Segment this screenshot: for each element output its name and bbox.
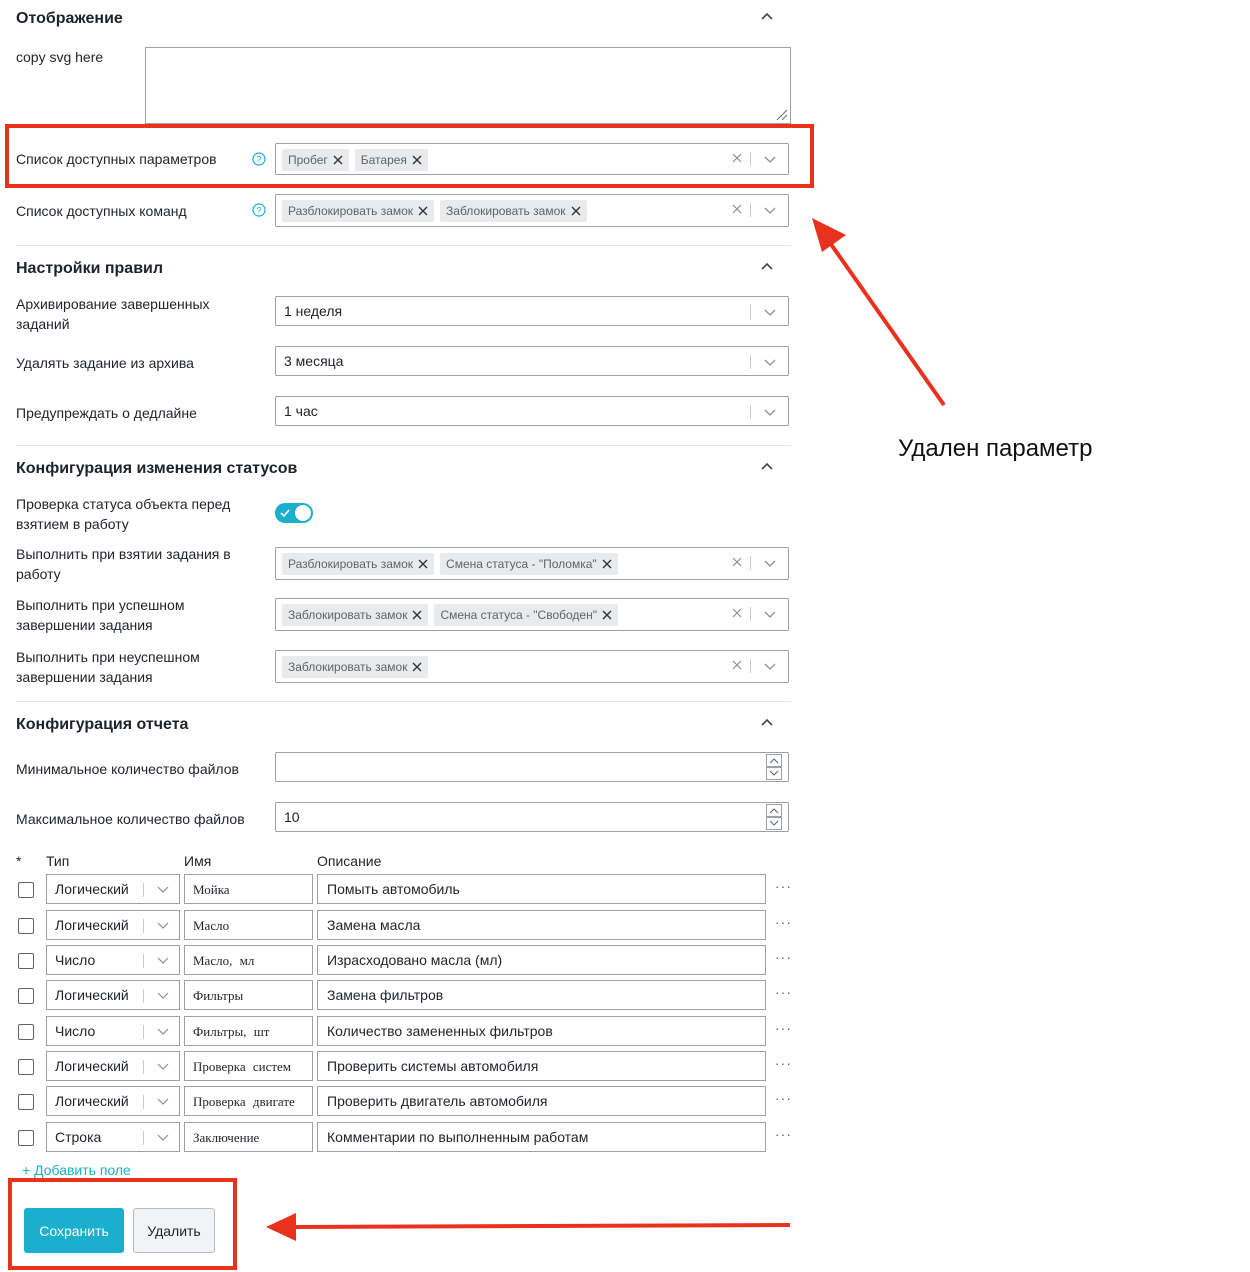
status-check-toggle[interactable] [275, 503, 313, 523]
name-value: Фильтры, шт [193, 1024, 270, 1039]
resize-handle-icon[interactable] [774, 107, 788, 121]
column-header-required: * [16, 853, 22, 869]
annotation-arrow-up [828, 240, 944, 405]
max-files-value: 10 [284, 809, 300, 825]
remove-tag-icon[interactable] [602, 559, 612, 569]
on-take-multiselect[interactable] [275, 547, 789, 580]
description-value: Помыть автомобиль [327, 881, 460, 897]
remove-tag-icon[interactable] [418, 559, 428, 569]
name-value: Заключение [193, 1130, 260, 1145]
chevron-up-icon[interactable] [760, 10, 774, 24]
divider [16, 245, 791, 246]
chevron-down-icon[interactable] [157, 883, 169, 895]
name-input[interactable] [184, 910, 313, 940]
tag-command-lock [440, 200, 586, 222]
name-value: Проверка систем [193, 1059, 292, 1074]
archive-label: Архивирование завершенных заданий [16, 296, 210, 332]
name-value: Проверка двигате [193, 1094, 295, 1109]
description-input[interactable] [317, 945, 766, 975]
on-success-multiselect[interactable] [275, 598, 789, 631]
tag-label: Смена статуса - "Поломка" [446, 557, 597, 571]
name-input[interactable] [184, 1122, 313, 1152]
name-input[interactable] [184, 1086, 313, 1116]
divider [16, 445, 791, 446]
chevron-down-icon[interactable] [157, 919, 169, 931]
chevron-down-icon[interactable] [157, 1025, 169, 1037]
remove-tag-icon[interactable] [412, 610, 422, 620]
more-options-icon[interactable]: ··· [775, 1055, 792, 1071]
divider [16, 701, 791, 702]
description-value: Израсходовано масла (мл) [327, 952, 503, 968]
required-checkbox[interactable] [18, 1130, 34, 1146]
number-stepper-icon[interactable] [766, 804, 782, 830]
type-value: Число [55, 1023, 96, 1039]
section-title-display: Отображение [16, 10, 123, 27]
deadline-warning-value: 1 час [284, 403, 318, 419]
chevron-down-icon[interactable] [763, 405, 777, 419]
max-files-input[interactable] [275, 802, 789, 832]
chevron-down-icon[interactable] [763, 355, 777, 369]
chevron-down-icon[interactable] [763, 203, 777, 217]
arrowhead-icon [812, 218, 846, 252]
chevron-down-icon[interactable] [763, 556, 777, 570]
clear-icon[interactable] [731, 659, 743, 671]
deadline-warning-label: Предупреждать о дедлайне [16, 405, 197, 421]
description-input[interactable] [317, 874, 766, 904]
svg-text:?: ? [256, 154, 262, 165]
delete-archive-label: Удалять задание из архива [16, 355, 194, 371]
check-icon [280, 508, 290, 518]
description-input[interactable] [317, 910, 766, 940]
name-value: Мойка [193, 882, 230, 897]
description-input[interactable] [317, 1086, 766, 1116]
clear-icon[interactable] [731, 556, 743, 568]
required-checkbox[interactable] [18, 1024, 34, 1040]
remove-tag-icon[interactable] [602, 610, 612, 620]
type-value: Логический [55, 987, 129, 1003]
delete-button[interactable]: Удалить [133, 1208, 215, 1253]
tag-action [440, 553, 618, 575]
name-value: Масло, мл [193, 953, 255, 968]
on-fail-label: Выполнить при неуспешном завершении задания [16, 649, 200, 685]
type-value: Логический [55, 917, 129, 933]
type-select[interactable] [46, 945, 180, 975]
tag-label: Разблокировать замок [288, 204, 414, 218]
commands-label: Список доступных команд [16, 203, 187, 219]
chevron-down-icon[interactable] [157, 989, 169, 1001]
section-title-rules: Настройки правил [16, 260, 164, 277]
on-success-label: Выполнить при успешном завершении задания [16, 597, 185, 633]
params-label: Список доступных параметров [16, 151, 217, 167]
name-input[interactable] [184, 945, 313, 975]
more-options-icon[interactable]: ··· [775, 984, 792, 1000]
required-checkbox[interactable] [18, 1059, 34, 1075]
type-select[interactable] [46, 874, 180, 904]
column-header-description: Описание [317, 853, 382, 869]
column-header-type: Тип [46, 853, 70, 869]
description-input[interactable] [317, 980, 766, 1010]
required-checkbox[interactable] [18, 918, 34, 934]
section-title-statuses: Конфигурация изменения статусов [16, 460, 298, 477]
add-field-link[interactable]: + Добавить поле [22, 1162, 131, 1178]
remove-tag-icon[interactable] [412, 662, 422, 672]
tag-label: Пробег [288, 153, 328, 167]
name-value: Фильтры [193, 988, 244, 1003]
tag-label: Заблокировать замок [446, 204, 566, 218]
chevron-up-icon[interactable] [760, 716, 774, 730]
type-select[interactable] [46, 1016, 180, 1046]
remove-tag-icon[interactable] [571, 206, 581, 216]
commands-multiselect[interactable] [275, 194, 789, 227]
name-value: Масло [193, 918, 230, 933]
type-select[interactable] [46, 1051, 180, 1081]
chevron-down-icon[interactable] [157, 954, 169, 966]
column-header-name: Имя [184, 853, 212, 869]
deadline-warning-select[interactable] [275, 396, 789, 426]
chevron-down-icon[interactable] [763, 305, 777, 319]
chevron-down-icon[interactable] [157, 1131, 169, 1143]
description-input[interactable] [317, 1122, 766, 1152]
svg-label: copy svg here [16, 49, 104, 65]
archive-select[interactable] [275, 296, 789, 326]
tag-label: Батарея [360, 153, 407, 167]
tag-action [434, 604, 618, 626]
type-select[interactable] [46, 1086, 180, 1116]
tag-label: Заблокировать замок [288, 608, 408, 622]
type-value: Логический [55, 1093, 129, 1109]
type-value: Число [55, 952, 96, 968]
on-fail-multiselect[interactable] [275, 650, 789, 683]
type-value: Строка [55, 1129, 102, 1145]
name-input[interactable] [184, 1051, 313, 1081]
status-check-label: Проверка статуса объекта перед взятием в работу [16, 496, 231, 532]
clear-icon[interactable] [731, 203, 743, 215]
name-input[interactable] [184, 874, 313, 904]
section-title-report: Конфигурация отчета [16, 716, 189, 733]
description-value: Проверить системы автомобиля [327, 1058, 539, 1074]
chevron-down-icon[interactable] [157, 1060, 169, 1072]
more-options-icon[interactable]: ··· [775, 878, 792, 894]
type-select[interactable] [46, 1122, 180, 1152]
description-value: Комментарии по выполненным работам [327, 1129, 589, 1145]
description-value: Замена масла [327, 917, 421, 933]
required-checkbox[interactable] [18, 882, 34, 898]
annotation-arrow-left [295, 1225, 790, 1227]
tag-action [282, 656, 428, 678]
type-select[interactable] [46, 980, 180, 1010]
description-input[interactable] [317, 1051, 766, 1081]
annotation-highlight-box [5, 124, 814, 188]
delete-archive-value: 3 месяца [284, 353, 344, 369]
tag-command-unlock [282, 200, 434, 222]
type-value: Логический [55, 1058, 129, 1074]
required-checkbox[interactable] [18, 1094, 34, 1110]
more-options-icon[interactable]: ··· [775, 1020, 792, 1036]
svg-text:?: ? [256, 205, 262, 216]
description-value: Количество замененных фильтров [327, 1023, 553, 1039]
min-files-input[interactable] [275, 752, 789, 782]
help-icon[interactable] [252, 203, 266, 217]
required-checkbox[interactable] [18, 988, 34, 1004]
description-value: Замена фильтров [327, 987, 444, 1003]
chevron-up-icon[interactable] [760, 260, 774, 274]
on-take-label: Выполнить при взятии задания в работу [16, 546, 231, 582]
tag-label: Смена статуса - "Свободен" [440, 608, 597, 622]
more-options-icon[interactable]: ··· [775, 1126, 792, 1142]
annotation-text: Удален параметр [898, 435, 1093, 462]
svg-textarea[interactable] [145, 47, 791, 124]
delete-archive-select[interactable] [275, 346, 789, 376]
max-files-label: Максимальное количество файлов [16, 811, 245, 827]
name-input[interactable] [184, 980, 313, 1010]
remove-tag-icon[interactable] [418, 206, 428, 216]
archive-value: 1 неделя [284, 303, 343, 319]
description-input[interactable] [317, 1016, 766, 1046]
clear-icon[interactable] [731, 607, 743, 619]
tag-action [282, 604, 428, 626]
chevron-down-icon[interactable] [763, 607, 777, 621]
arrowhead-icon [266, 1213, 296, 1241]
number-stepper-icon[interactable] [766, 754, 782, 780]
chevron-up-icon[interactable] [760, 460, 774, 474]
chevron-down-icon[interactable] [763, 659, 777, 673]
required-checkbox[interactable] [18, 953, 34, 969]
tag-label: Заблокировать замок [288, 660, 408, 674]
more-options-icon[interactable]: ··· [775, 949, 792, 965]
min-files-label: Минимальное количество файлов [16, 761, 239, 777]
save-button[interactable]: Сохранить [24, 1208, 124, 1253]
more-options-icon[interactable]: ··· [775, 1090, 792, 1106]
tag-label: Разблокировать замок [288, 557, 414, 571]
name-input[interactable] [184, 1016, 313, 1046]
chevron-down-icon[interactable] [157, 1095, 169, 1107]
type-select[interactable] [46, 910, 180, 940]
type-value: Логический [55, 881, 129, 897]
description-value: Проверить двигатель автомобиля [327, 1093, 548, 1109]
more-options-icon[interactable]: ··· [775, 914, 792, 930]
tag-action [282, 553, 434, 575]
